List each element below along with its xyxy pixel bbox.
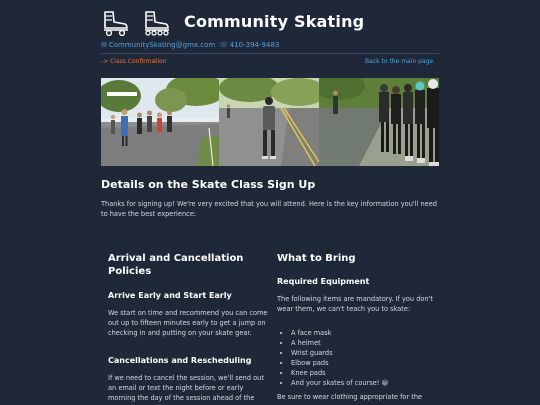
arrive-early-text: We start on time and recommend you can come out up to fifteen minutes early to get a jump on checking in and putting on your skate gear.: [108, 309, 268, 337]
clothing-text: Be sure to wear clothing appropriate for the: [277, 393, 423, 401]
skaters-lineup-photo: [319, 78, 439, 166]
required-equipment-subheading: Required Equipment: [277, 277, 370, 286]
phone-text: 410-394-9483: [229, 41, 280, 49]
email-link[interactable]: [101, 41, 215, 49]
phone-link[interactable]: [219, 41, 279, 49]
list-item: • Elbow pads: [291, 358, 441, 368]
cancellations-text: If we need to cancel the session, we'll send out an email or text the night before or early morning the day of the session ahead of the: [108, 374, 264, 402]
site-title: Community Skating: [184, 12, 365, 31]
envelope-icon: ✉: [101, 41, 107, 49]
page-container: [101, 0, 439, 402]
arrive-early-subheading: Arrive Early and Start Early: [108, 291, 232, 300]
what-to-bring-heading: What to Bring: [277, 253, 356, 264]
photo-strip: [101, 78, 439, 166]
list-item: • Knee pads: [291, 368, 441, 378]
list-item: • Wrist guards: [291, 348, 441, 358]
skater-on-road-photo: [219, 78, 319, 166]
header-divider: [101, 53, 439, 54]
email-text: CommunitySkating@gmx.com: [108, 41, 216, 49]
arrival-cancellation-heading: Arrival and Cancellation Policies: [108, 253, 244, 277]
page-title: Details on the Skate Class Sign Up: [101, 178, 316, 191]
intro-text: Thanks for signing up! We're very excited that you will attend. Here is the key information you'll need to have the best experience:: [101, 200, 437, 218]
list-item: • And your skates of course! 😁: [291, 378, 441, 388]
cancellations-subheading: Cancellations and Rescheduling: [108, 356, 252, 365]
phone-icon: ☏: [219, 41, 228, 49]
site-header: [101, 0, 439, 44]
inline-skate-icon: [141, 10, 171, 36]
skate-class-photo-street: [101, 78, 219, 166]
back-to-main-link[interactable]: Back to the main page.: [365, 58, 435, 65]
list-item: • A helmet: [291, 338, 441, 348]
required-equipment-text: The following items are mandatory. If you don't wear them, we can't teach you to skate:: [277, 295, 434, 313]
quad-skate-icon: [101, 10, 129, 36]
list-item: • A face mask: [291, 328, 441, 338]
breadcrumb: -> Class Confirmation: [101, 58, 167, 65]
equipment-list: [277, 328, 441, 388]
